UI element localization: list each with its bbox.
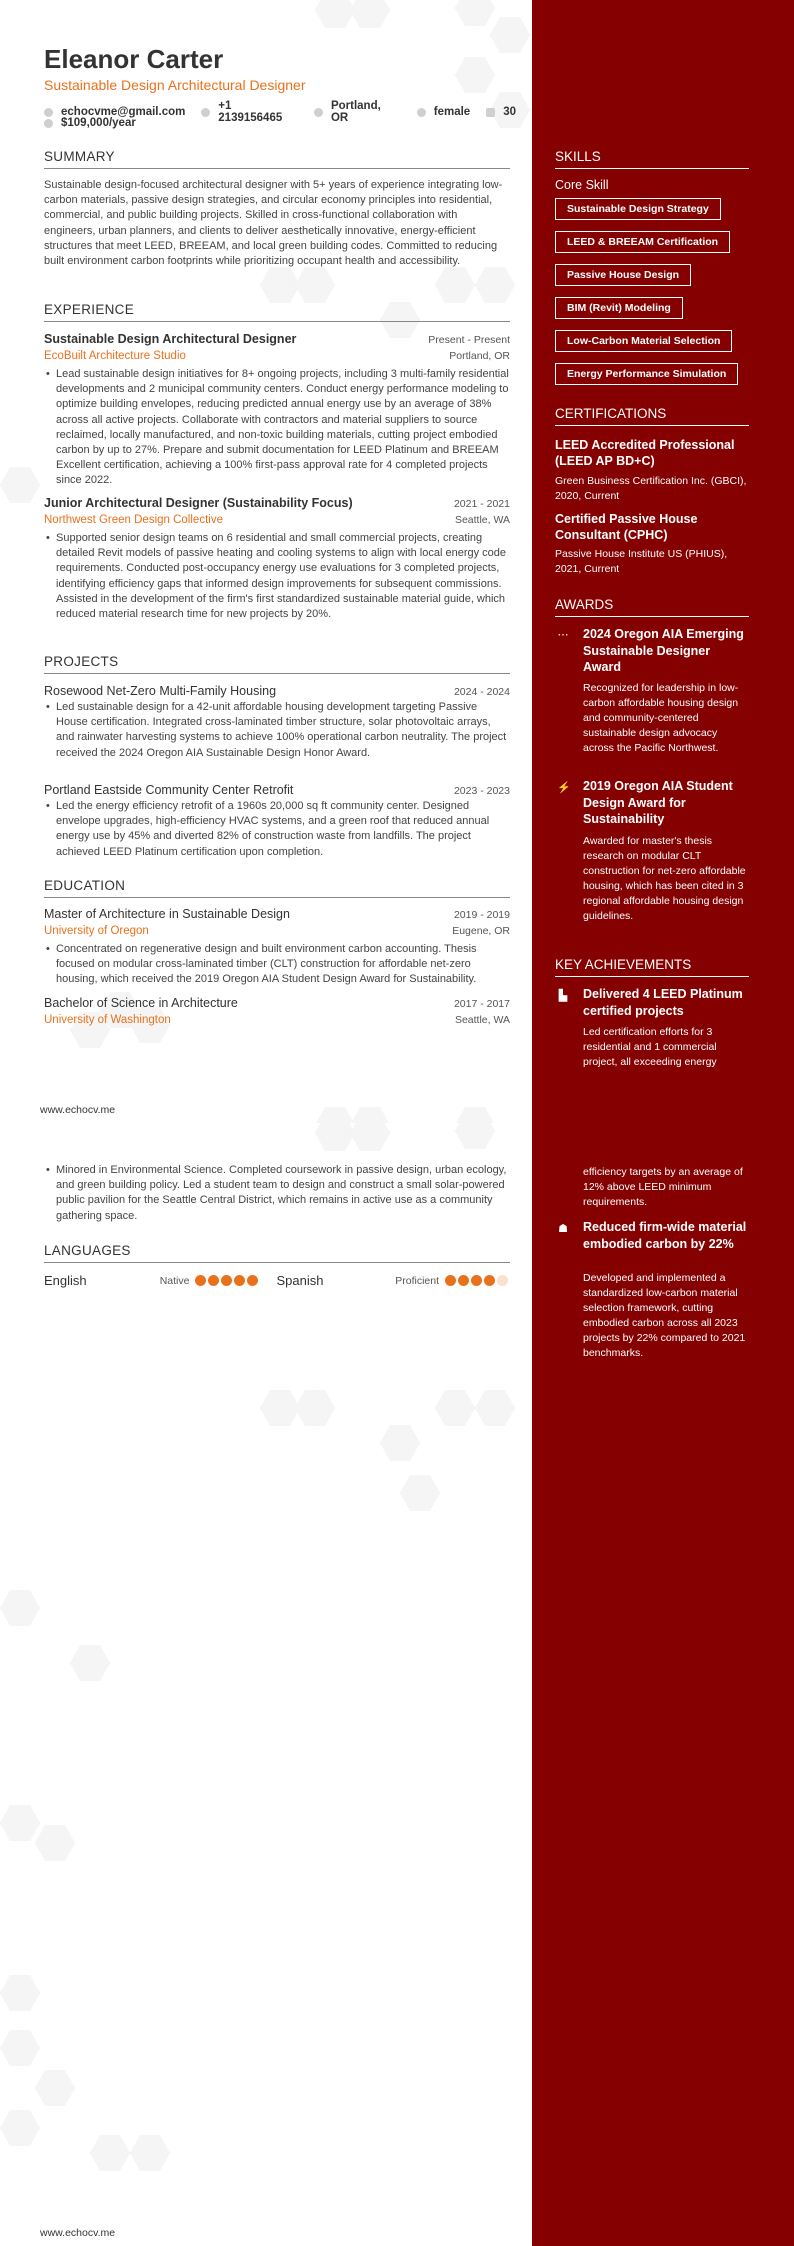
rating-dot <box>497 1275 508 1286</box>
achievements-heading: KEY ACHIEVEMENTS <box>555 957 749 977</box>
hex-decoration <box>350 1123 390 1153</box>
location-text: Portland, OR <box>330 100 381 124</box>
certification-title: LEED Accredited Professional (LEED AP BD+C) <box>555 438 735 468</box>
contact-age <box>486 106 516 118</box>
skills-subheading: Core Skill <box>555 178 609 192</box>
project-dates: 2023 - 2023 <box>453 785 510 797</box>
job-bullet: • Lead sustainable design initiatives for 8+ ongoing projects, including 3 multi-family residential developments and 2 municipal community centers. Conduct energy performance modeling to optimize building envelopes, reducing predicted annual energy use by an average of 38% across all active projects. Collaborate with contractors and material suppliers to source reclaimed, locally manufactured, and non-toxic building materials, cutting project embodied carbon by up to 27%. Prepare and submit documentation for LEED Platinum and BREEAM Excellent certification, achieving a 100% first-pass approval rate for 4 completed projects since 2022. <box>44 367 510 489</box>
project-title-row <box>44 684 510 698</box>
project-bullet: • Led sustainable design for a 42-unit affordable housing development targeting Passive House certification. Integrated cross-laminated timber structure, solar photovoltaic arrays, and rainwater harvesting systems to achieve 100% operational carbon neutrality. The project received the 2024 Oregon AIA Sustainable Design Honor Award. <box>44 700 510 761</box>
certification-detail: Green Business Certification Inc. (GBCI), 2020, Current <box>555 475 747 502</box>
project-title: Portland Eastside Community Center Retrofit <box>44 783 294 797</box>
experience-item-title-row <box>44 332 510 346</box>
certifications-heading: CERTIFICATIONS <box>555 406 749 426</box>
experience-item-org-row <box>44 350 510 362</box>
summary-text: Sustainable design-focused architectural designer with 5+ years of experience integrating low-carbon materials, passive design strategies, and circular economy principles into residential, commercial, and public building projects. Skilled in cross-functional collaboration with engineers, urban planners, and clients to deliver aesthetically innovative, energy-efficient structures that meet LEED, BREEAM, and local green building codes. Committed to reducing built environment carbon footprints while prioritizing occupant health and accessibility. <box>44 179 503 268</box>
hex-decoration <box>435 1388 475 1428</box>
hex-decoration <box>315 1105 355 1123</box>
job-location: Portland, OR <box>449 350 510 362</box>
skill-tag: Energy Performance Simulation <box>555 363 738 385</box>
achievement-title: Reduced firm-wide material embodied carbon by 22% <box>583 1220 747 1251</box>
project-title-row <box>44 783 510 797</box>
languages-heading: LANGUAGES <box>44 1243 510 1263</box>
contact-salary <box>44 117 136 129</box>
money-icon <box>44 119 53 128</box>
hex-decoration <box>315 1123 355 1153</box>
job-bullet: • Supported senior design teams on 6 residential and small commercial projects, creating detailed Revit models of passive heating and cooling systems to align with local energy code requirements. Conducted post-occupancy energy use evaluations for 3 completed projects, identifying efficiency gaps that informed design improvements for subsequent commissions. Assisted in the development of the firm's first standardized sustainable material guide, which reduced material research time for new projects by 20%. <box>44 531 510 622</box>
awards-heading: AWARDS <box>555 597 749 617</box>
hex-decoration <box>435 265 475 305</box>
hex-decoration <box>455 55 495 95</box>
skill-tag: LEED & BREEAM Certification <box>555 231 730 253</box>
person-icon <box>417 108 426 117</box>
education-heading: EDUCATION <box>44 878 510 898</box>
achievement-title: Delivered 4 LEED Platinum certified projects <box>583 987 743 1018</box>
rating-dot <box>458 1275 469 1286</box>
rating-dot <box>247 1275 258 1286</box>
skill-tag: Sustainable Design Strategy <box>555 198 721 220</box>
rating-dot <box>195 1275 206 1286</box>
experience-item-org-row <box>44 514 510 526</box>
degree-dates: 2017 - 2017 <box>453 998 510 1010</box>
education-title-row <box>44 996 510 1010</box>
achievement-detail: Led certification efforts for 3 residential and 1 commercial project, all exceeding energy <box>583 1026 717 1068</box>
hex-decoration <box>90 2133 130 2173</box>
hex-decoration <box>350 1105 390 1123</box>
award-detail: Awarded for master's thesis research on modular CLT construction for net-zero affordable housing, which has been cited in 3 regional affordable housing design guidelines. <box>583 835 746 922</box>
certification-title: Certified Passive House Consultant (CPHC) <box>555 512 698 542</box>
language-level: Proficient <box>395 1274 440 1287</box>
hex-decoration <box>260 1388 300 1428</box>
language-name: English <box>44 1273 87 1288</box>
resume-page-2 <box>0 1123 794 2246</box>
rating-dot <box>234 1275 245 1286</box>
school-name: University of Oregon <box>44 925 149 937</box>
award-title: 2024 Oregon AIA Emerging Sustainable Designer Award <box>583 627 744 674</box>
education-title-row <box>44 907 510 921</box>
rating-dot <box>208 1275 219 1286</box>
degree-title: Master of Architecture in Sustainable Design <box>44 907 290 921</box>
hex-decoration <box>350 0 390 30</box>
rating-dot <box>445 1275 456 1286</box>
achievement-detail: efficiency targets by an average of 12% above LEED minimum requirements. <box>583 1166 743 1208</box>
rating-dot <box>221 1275 232 1286</box>
hex-decoration <box>260 265 300 305</box>
experience-item-title-row <box>44 496 510 510</box>
award-detail: Recognized for leadership in low-carbon affordable housing design and community-centered sustainable design advocacy across the Pacific Northwest. <box>583 682 739 754</box>
hex-decoration <box>35 1823 75 1863</box>
skill-tag: BIM (Revit) Modeling <box>555 297 683 319</box>
age-text: 30 <box>503 106 516 118</box>
location-pin-icon <box>314 108 323 117</box>
candidate-title: Sustainable Design Architectural Designer <box>44 77 306 93</box>
skill-tag: Low-Carbon Material Selection <box>555 330 732 352</box>
salary-text: $109,000/year <box>61 117 136 129</box>
rating-dot <box>484 1275 495 1286</box>
skills-heading: SKILLS <box>555 149 749 169</box>
job-dates: Present - Present <box>428 334 510 346</box>
language-list <box>44 1273 510 1288</box>
language-name: Spanish <box>276 1273 324 1288</box>
hex-decoration <box>455 0 495 28</box>
main-column <box>0 0 532 1123</box>
hex-decoration <box>455 1105 495 1123</box>
achievement-detail: Developed and implemented a standardized low-carbon material selection framework, cutting embodied carbon across all 2023 projects by 22% compared to 2021 benchmarks. <box>583 1272 746 1359</box>
experience-heading: EXPERIENCE <box>44 302 510 322</box>
main-column <box>0 1123 532 2246</box>
award-title: 2019 Oregon AIA Student Design Award for Sustainability <box>583 779 733 826</box>
hex-decoration <box>130 2133 170 2173</box>
email-icon <box>44 108 53 117</box>
job-company: EcoBuilt Architecture Studio <box>44 350 186 362</box>
email-text: echocvme@gmail.com <box>61 106 186 118</box>
school-location: Eugene, OR <box>452 925 510 937</box>
lightning-icon: ⚡ <box>557 782 571 794</box>
education-bullet: • Concentrated on regenerative design and built environment carbon accounting. Thesis focused on modular cross-laminated timber (CLT) construction for affordable net-zero housing, which received the 2019 Oregon AIA Student Design Award for Sustainability. <box>44 942 510 988</box>
job-title: Sustainable Design Architectural Designer <box>44 332 297 346</box>
bug-icon: ☗ <box>558 1223 568 1235</box>
language-rating <box>195 1275 260 1286</box>
project-bullet: • Led the energy efficiency retrofit of a 1960s 20,000 sq ft community center. Designed envelope upgrades, high-efficiency HVAC systems, and a green roof that reduced annual energy use by 45% and diverted 82% of construction waste from landfills. The project achieved LEED Platinum certification upon completion. <box>44 799 510 860</box>
school-location: Seattle, WA <box>454 1014 510 1026</box>
projects-heading: PROJECTS <box>44 654 510 674</box>
dots-icon: ⋯ <box>557 629 569 641</box>
hex-decoration <box>315 0 355 30</box>
contact-gender <box>417 106 470 118</box>
summary-heading: SUMMARY <box>44 149 510 169</box>
hex-decoration <box>0 1803 40 1843</box>
footer-website[interactable]: www.echocv.me <box>40 2227 116 2239</box>
job-company: Northwest Green Design Collective <box>44 514 223 526</box>
footer-website[interactable]: www.echocv.me <box>40 1104 116 1116</box>
job-title: Junior Architectural Designer (Sustainability Focus) <box>44 496 353 510</box>
skill-tag: Passive House Design <box>555 264 691 286</box>
hex-decoration <box>295 265 335 305</box>
hex-decoration <box>400 1473 440 1513</box>
contact-row-2 <box>44 117 152 129</box>
hex-decoration <box>475 1388 515 1428</box>
hex-decoration <box>0 465 40 505</box>
hex-decoration <box>295 1388 335 1428</box>
education-school-row <box>44 1014 510 1026</box>
hex-decoration <box>0 1973 40 2013</box>
project-title: Rosewood Net-Zero Multi-Family Housing <box>44 684 277 698</box>
hex-decoration <box>380 1423 420 1463</box>
job-location: Seattle, WA <box>454 514 510 526</box>
degree-title: Bachelor of Science in Architecture <box>44 996 238 1010</box>
phone-icon <box>201 108 210 117</box>
education-bullet: • Minored in Environmental Science. Completed coursework in passive design, urban ecology, and green building policy. Led a student team to design and construct a small solar-powered public pavilion for the Seattle Central District, which remains in active use as a community gathering space. <box>44 1163 510 1224</box>
hex-decoration <box>475 265 515 305</box>
candidate-name: Eleanor Carter <box>44 44 224 74</box>
education-school-row <box>44 925 510 937</box>
project-dates: 2024 - 2024 <box>453 686 510 698</box>
certification-detail: Passive House Institute US (PHIUS), 2021, Current <box>555 548 728 575</box>
hex-decoration <box>0 2028 40 2068</box>
school-name: University of Washington <box>44 1014 171 1026</box>
hex-decoration <box>490 15 530 55</box>
gender-text: female <box>433 106 471 118</box>
language-rating <box>445 1275 510 1286</box>
calendar-icon <box>486 108 495 117</box>
hex-decoration <box>455 1123 495 1151</box>
contact-phone[interactable] <box>201 100 298 124</box>
job-dates: 2021 - 2021 <box>453 498 510 510</box>
document-icon: ▙ <box>558 990 568 1002</box>
degree-dates: 2019 - 2019 <box>453 909 510 921</box>
contact-location <box>314 100 401 124</box>
phone-text: +1 2139156465 <box>218 100 283 124</box>
hex-decoration <box>0 2108 40 2148</box>
hex-decoration <box>35 2068 75 2108</box>
hex-decoration <box>70 1643 110 1683</box>
language-level: Native <box>159 1274 190 1287</box>
hex-decoration <box>0 1588 40 1628</box>
rating-dot <box>471 1275 482 1286</box>
